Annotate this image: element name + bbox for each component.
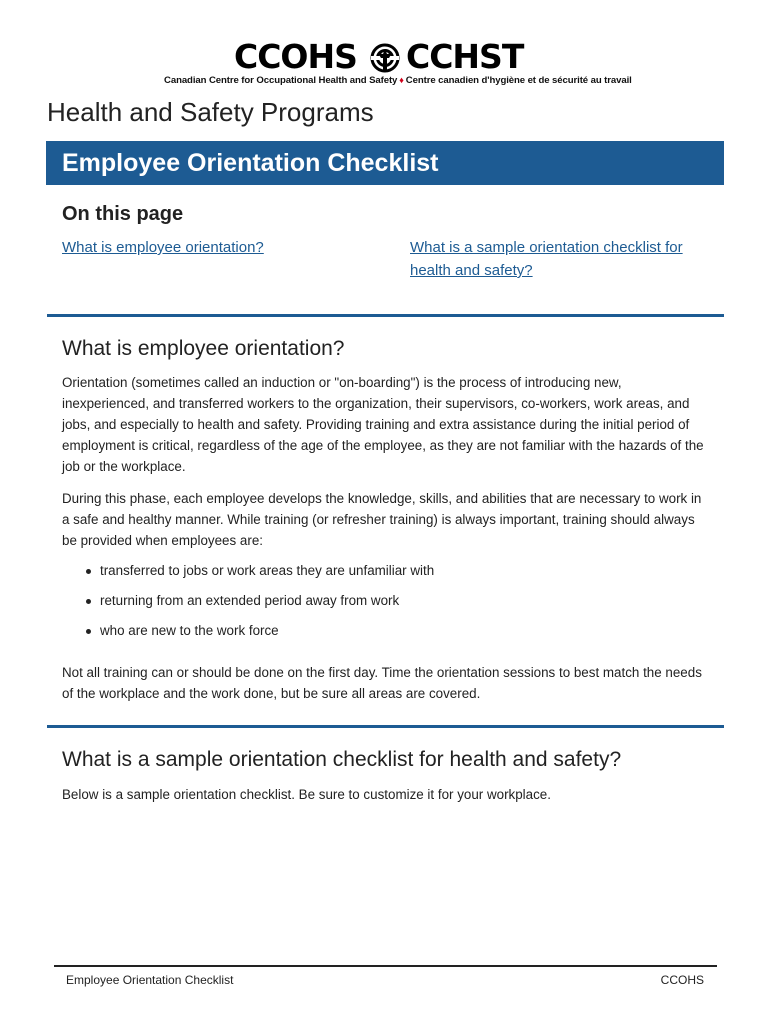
document-title: Employee Orientation Checklist (62, 149, 439, 177)
logo-tagline-english: Canadian Centre for Occupational Health and Safety (164, 75, 398, 86)
document-title-bar (46, 141, 724, 185)
logo-word-english: CCOHS (234, 37, 357, 76)
footer-divider (54, 965, 717, 967)
training-conditions-list (80, 560, 434, 650)
toc-link-sample-checklist[interactable]: What is a sample orientation checklist for health and safety? (410, 239, 683, 279)
logo-tagline-french: Centre canadien d'hygiène et de sécurité au travail (405, 75, 632, 86)
list-item: who are new to the work force (80, 620, 434, 650)
program-title: Health and Safety Programs (47, 97, 374, 127)
footer-document-title: Employee Orientation Checklist (66, 973, 234, 987)
list-item: transferred to jobs or work areas they are unfamiliar with (80, 560, 434, 590)
maple-leaf-icon: ♦ (399, 75, 404, 85)
paragraph-checklist-intro: Below is a sample orientation checklist. Be sure to customize it for your workplace. (62, 787, 551, 802)
logo-tagline (164, 74, 632, 87)
paragraph-training-timing: Not all training can or should be done on the first day. Time the orientation sessions to best match the needs of the workplace and the work done, but be sure all areas are covered. (62, 665, 702, 701)
section-heading-sample-checklist: What is a sample orientation checklist for health and safety? (62, 748, 622, 771)
toc-link-employee-orientation[interactable]: What is employee orientation? (62, 239, 264, 256)
logo-wordmark (160, 37, 610, 76)
maple-leaf-radar-icon (368, 43, 402, 73)
list-item: returning from an extended period away from work (80, 590, 434, 620)
ccohs-logo (160, 37, 632, 90)
section-divider (47, 314, 724, 317)
footer-organization: CCOHS (660, 973, 704, 987)
section-heading-employee-orientation: What is employee orientation? (62, 337, 345, 360)
section-divider (47, 725, 724, 728)
paragraph-orientation-definition: Orientation (sometimes called an induction or "on-boarding") is the process of introducing new, inexperienced, and transferred workers to the organization, their supervisors, co-workers, work areas, and jobs, and especially to health and safety. Providing training and extra assistance during the initial period of employment is critical, regardless of the age of the employee, as they are not familiar with the hazards of the job or the workplace. (62, 375, 704, 474)
logo-word-french: CCHST (406, 37, 524, 76)
on-this-page-heading: On this page (62, 203, 184, 225)
paragraph-training-phase: During this phase, each employee develops the knowledge, skills, and abilities that are necessary to work in a safe and healthy manner. While training (or refresher training) is always important, training should always be provided when employees are: (62, 491, 702, 548)
